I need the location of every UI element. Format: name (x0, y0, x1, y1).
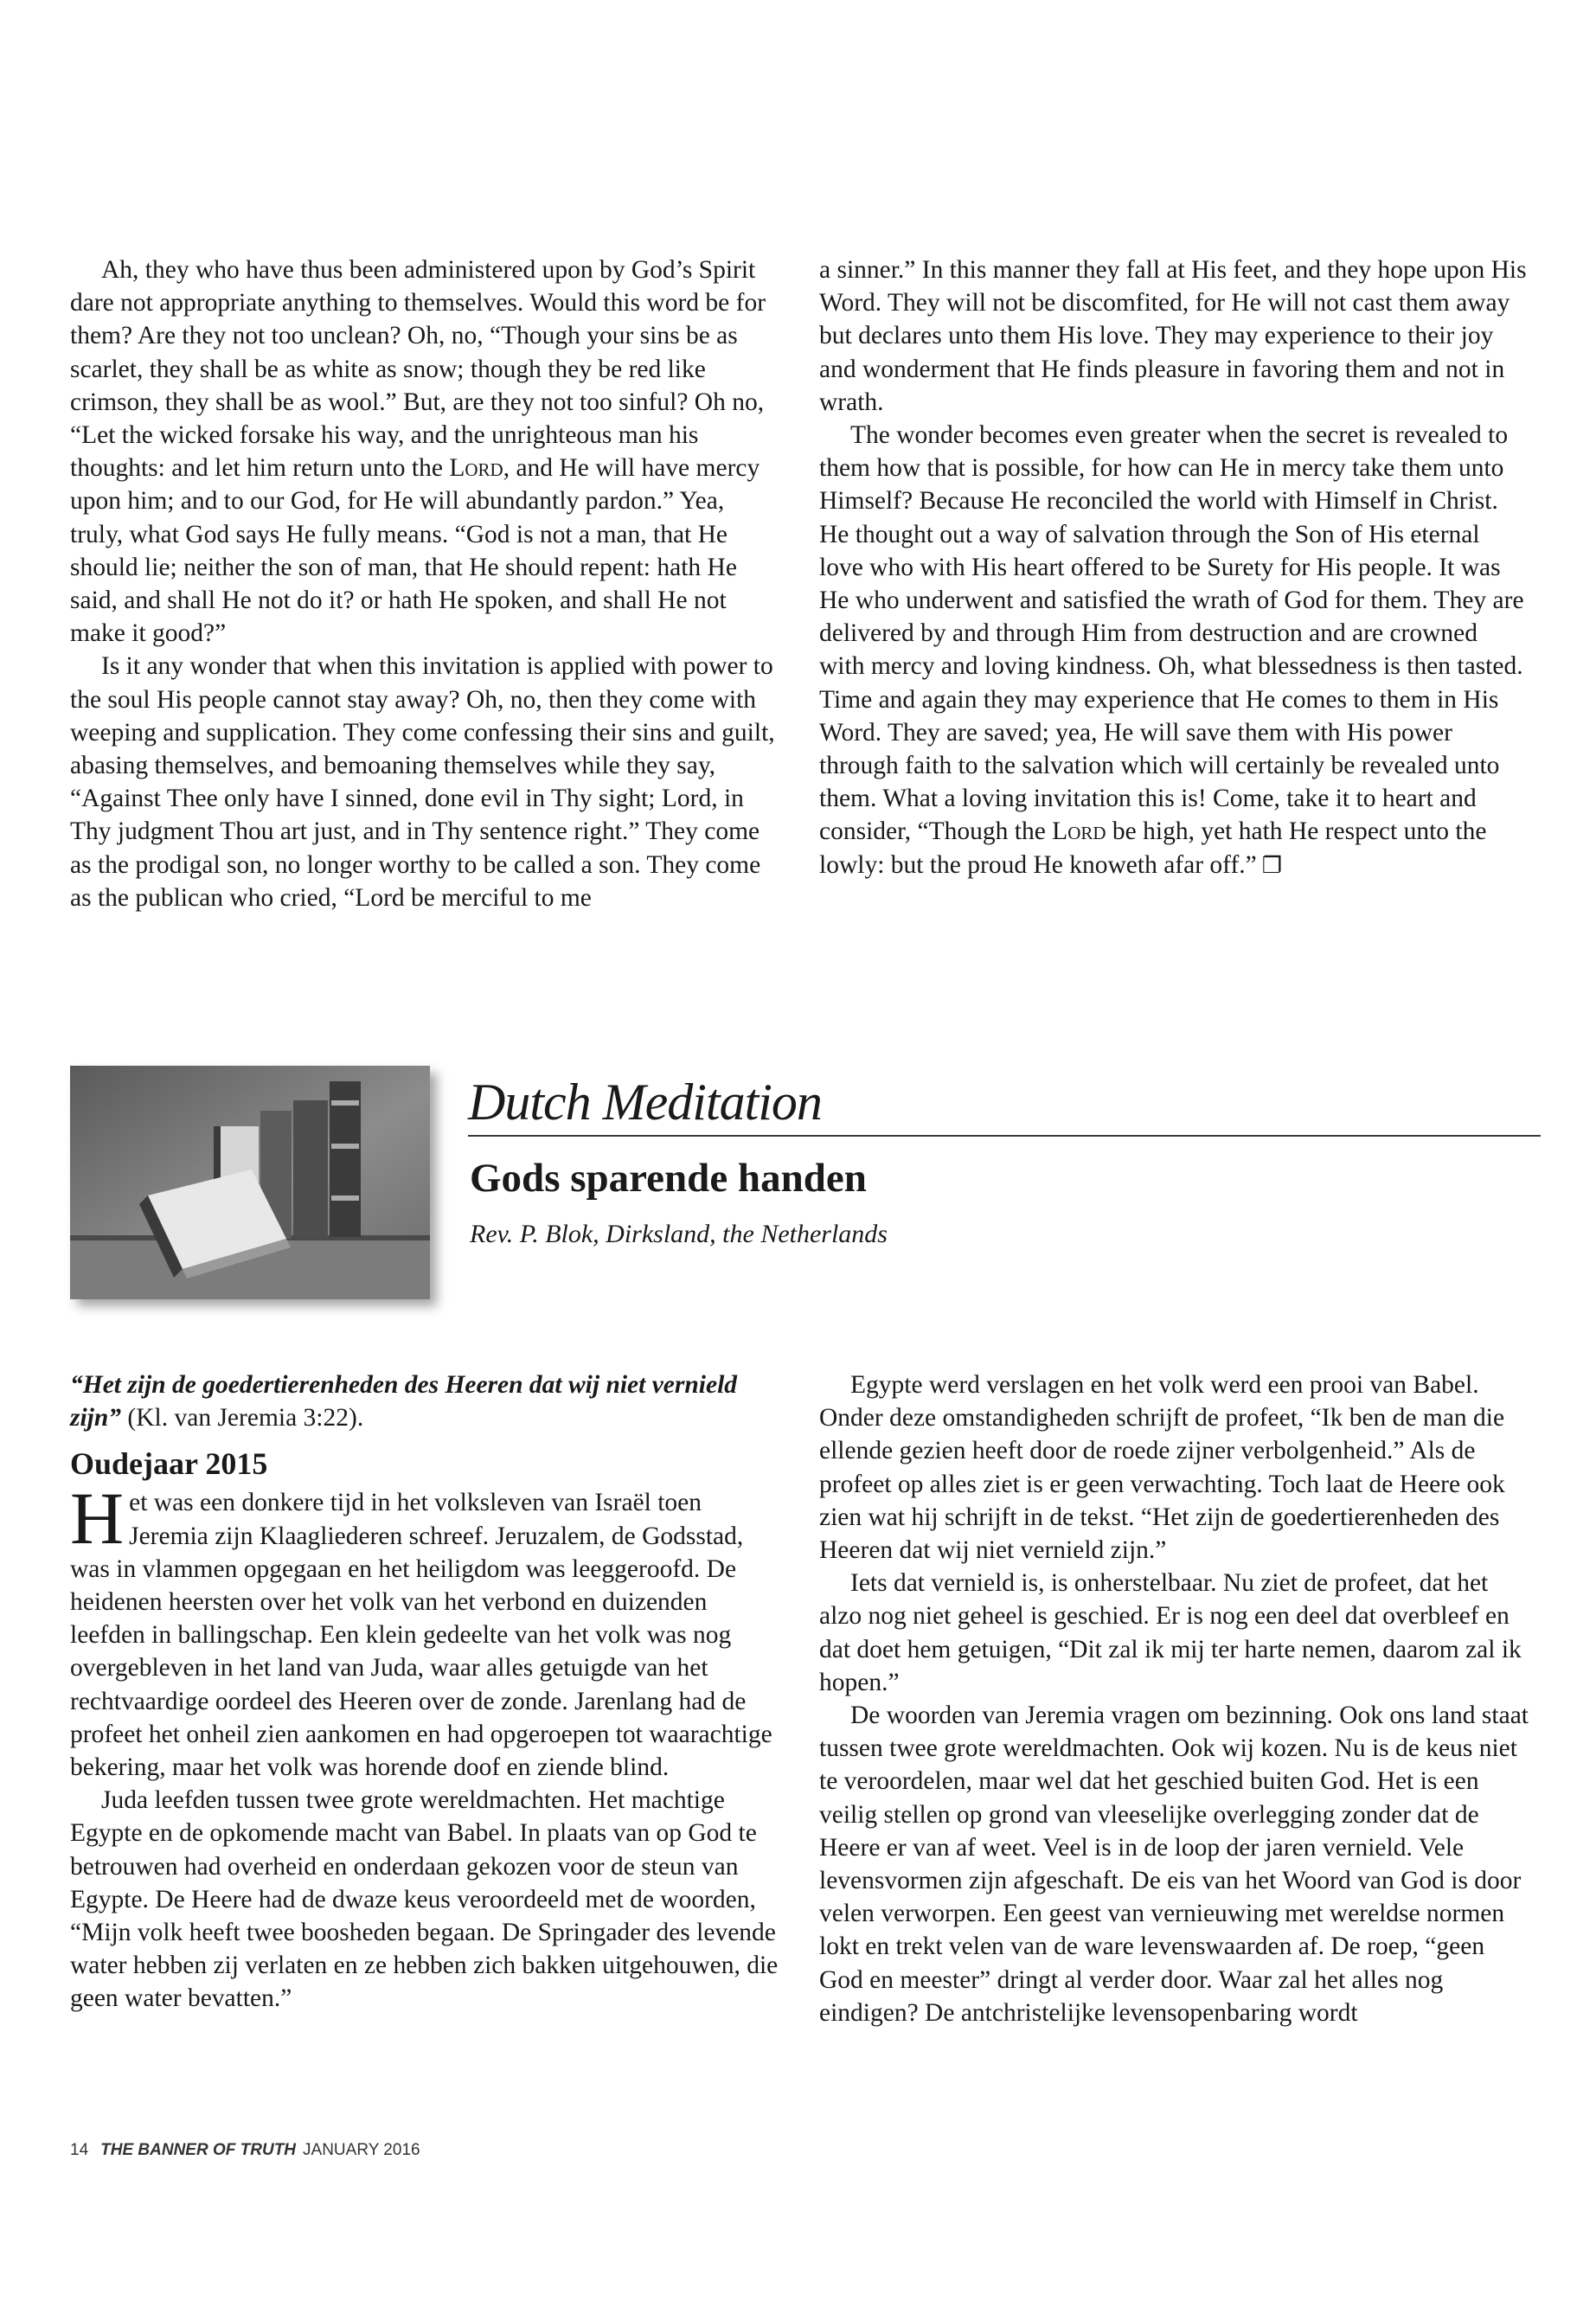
end-of-article-icon: ❐ (1261, 852, 1283, 879)
drop-cap: H (70, 1477, 125, 1561)
page-number: 14 (70, 2141, 89, 2159)
article-title: Gods sparende handen (470, 1156, 867, 1201)
scripture-quote: “Het zijn de goedertierenheden des Heeren dat wij niet vernield zijn” (Kl. van Jeremia 3:22). (70, 1371, 738, 1433)
books-photo-illustration (70, 1066, 430, 1299)
paragraph: Juda leefden tussen twee grote wereldmachten. Het machtige Egypte en de opkomende macht van Babel. In plaats van op God te betrouwen had overheid en onderdaan gekozen voor de steun van Egypte. De Heere had de dwaze keus veroordeeld met de woorden, “Mijn volk heeft twee boosheden begaan. De Springader des levende water hebben zij verlaten en ze hebben zich bakken uitgehouwen, die geen water bevatten.” (70, 1786, 779, 2013)
bottom-right-column (819, 1368, 1529, 2029)
lord-small-caps: Lord (1052, 817, 1106, 846)
issue-date: JANUARY 2016 (303, 2141, 420, 2159)
magazine-name: THE BANNER OF TRUTH (100, 2141, 297, 2159)
paragraph: De woorden van Jeremia vragen om bezinning. Ook ons land staat tussen twee grote wereldmachten. Ook wij kozen. Nu is de keus niet te veroordelen, maar wel dat het geschied buiten God. Het is een veilig stellen op grond van vleeselijke overlegging zonder dat de Heere er van af weet. Veel is in de loop der jaren vernield. Vele levensvormen zijn afgeschaft. De eis van het Woord van God is door velen verworpen. Een geest van vernieuwing met wereldse normen lokt en trekt velen van de ware levenswaarden af. De roep, “geen God en meester” dringt al verder door. Waar zal het alles nog eindigen? De antchristelijke levensopenbaring wordt (819, 1702, 1529, 2027)
top-left-column (70, 253, 779, 914)
page-footer (70, 2140, 420, 2161)
subheading: Oudejaar 2015 (70, 1446, 268, 1482)
bottom-left-column (70, 1368, 779, 2016)
paragraph: a sinner.” In this manner they fall at His feet, and they hope upon His Word. They will not be discomfited, for He will not cast them away but declares unto them His love. They may experience to their joy and wonderment that He finds pleasure in favoring them and not in wrath. (819, 256, 1527, 416)
paragraph: Is it any wonder that when this invitation is applied with power to the soul His people cannot stay away? Oh, no, then they come with weeping and supplication. They come confessing their sins and guilt, abasing themselves, and bemoaning themselves while they say, “Against Thee only have I sinned, done evil in Thy sight; Lord, in Thy judgment Thou art just, and in Thy sentence right.” They come as the prodigal son, no longer worthy to be called a son. They come as the publican who cried, “Lord be merciful to me (70, 652, 775, 912)
lord-small-caps: Lord (449, 454, 503, 483)
section-title: Dutch Meditation (468, 1069, 1541, 1137)
paragraph: Ah, they who have thus been administered upon by God’s Spirit dare not appropriate anything to themselves. Would this word be for them? Are they not too unclean? Oh, no, “Though your sins be as scarlet, they shall be as white as snow; though they be red like crimson, they shall be as wool.” But, are they not too sinful? Oh no, “Let the wicked forsake his way, and the unrighteous man his thoughts: and let him return unto the Lord, and He will have mercy upon him; and to our God, for He will abundantly pardon.” Yea, truly, what God says He fully means. “God is not a man, that He should lie; neither the son of man, that He should repent: hath He said, and shall He not do it? or hath He spoken, and shall He not make it good?” (70, 256, 766, 648)
paragraph: Egypte werd verslagen en het volk werd een prooi van Babel. Onder deze omstandigheden schrijft de profeet, “Ik ben de man die ellende gezien heeft door de roede zijner verbolgenheid.” Als de profeet op alles ziet is er geen verwachting. Toch laat de Heere ook zien wat hij schrijft in de tekst. “Het zijn de goedertierenheden des Heeren dat wij niet vernield zijn.” (819, 1371, 1505, 1565)
byline: Rev. P. Blok, Dirksland, the Netherlands (470, 1220, 888, 1248)
books-photo (70, 1066, 430, 1299)
top-right-column (819, 253, 1529, 882)
paragraph: Het was een donkere tijd in het volksleven van Israël toen Jeremia zijn Klaagliederen schreef. Jeruzalem, de Godsstad, was in vlammen opgegaan en het heiligdom was leeggeroofd. De heidenen heersten over het volk van het verbond en duizenden leefden in ballingschap. Een klein gedeelte van het volk was nog overgebleven in het land van Juda, waar alles getuigde van het rechtvaardige oordeel des Heeren over de zonde. Jarenlang had de profeet het onheil zien aankomen en had opgeroepen tot waarachtige bekering, maar het volk was horende doof en ziende blind. (70, 1477, 772, 1782)
paragraph: The wonder becomes even greater when the secret is revealed to them how that is possible, for how can He in mercy take them unto Himself? Because He reconciled the world with Himself in Christ. He thought out a way of salvation through the Son of His eternal love who with His heart offered to be Surety for His people. It was He who underwent and satisfied the wrath of God for them. They are delivered by and through Him from destruction and are crowned with mercy and loving kindness. Oh, what blessedness is then tasted. Time and again they may experience that He comes to them in His Word. They are saved; yea, He will save them with His power through faith to the salvation which will certainly be revealed unto them. What a loving invitation this is! Come, take it to heart and consider, “Though the Lord be high, yet hath He respect unto the lowly: but the proud He knoweth afar off.” ❐ (819, 421, 1524, 879)
paragraph: Iets dat vernield is, is onherstelbaar. Nu ziet de profeet, dat het alzo nog niet geheel is geschied. Er is nog een deel dat overbleef en dat doet hem getuigen, “Dit zal ik mij ter harte nemen, daarom zal ik hopen.” (819, 1569, 1522, 1696)
